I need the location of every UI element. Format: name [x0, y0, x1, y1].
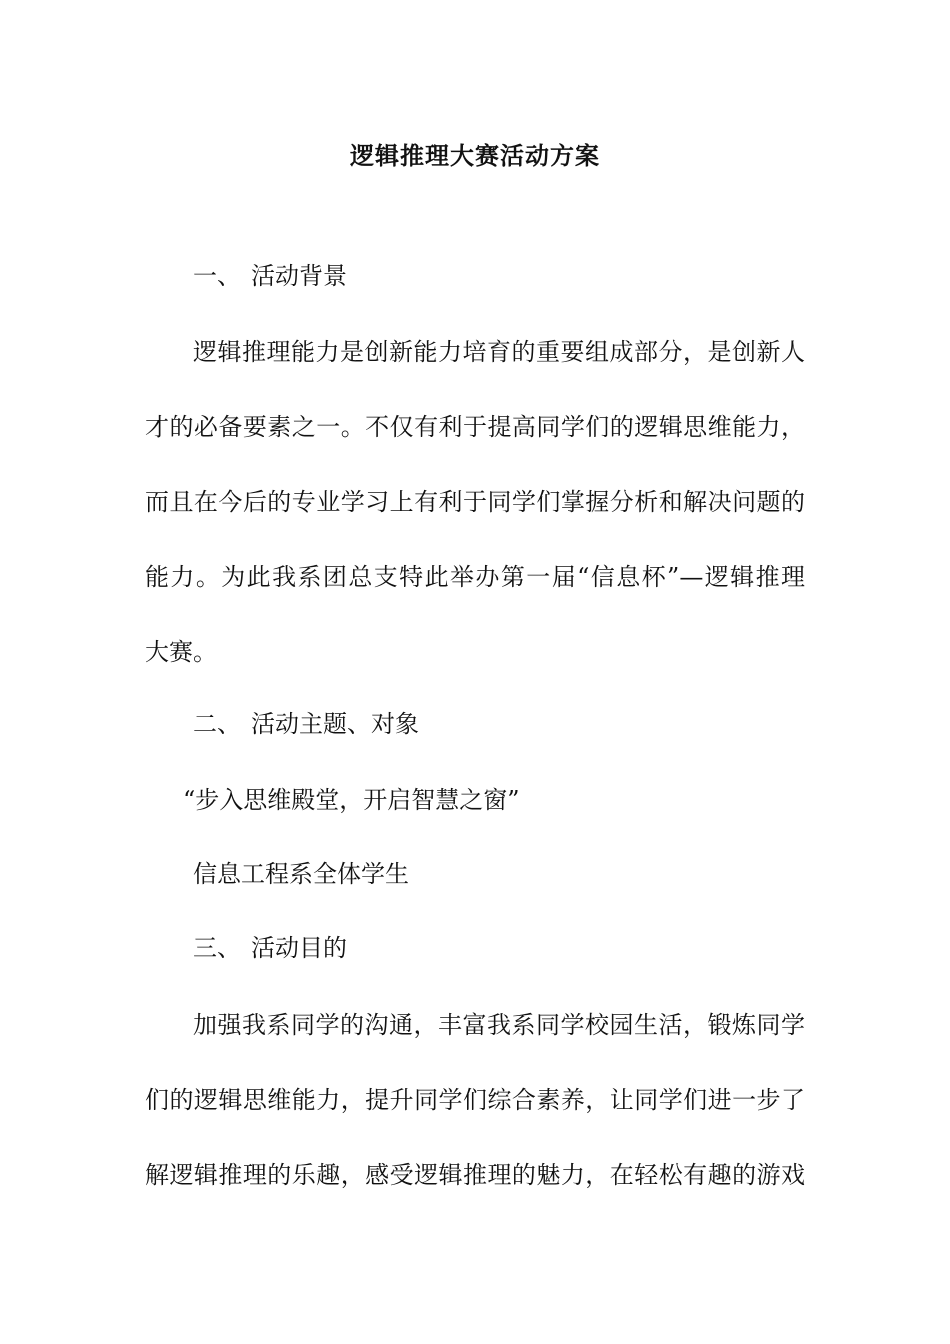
paragraph-line: 能力。为此我系团总支特此举办第一届“信息杯”—逻辑推理 — [145, 563, 805, 591]
paragraph-line: 大赛。 — [145, 638, 217, 666]
document-title: 逻辑推理大赛活动方案 — [350, 141, 600, 170]
paragraph-line: 而且在今后的专业学习上有利于同学们掌握分析和解决问题的 — [145, 488, 805, 516]
paragraph-line: 们的逻辑思维能力，提升同学们综合素养，让同学们进一步了 — [145, 1086, 805, 1114]
section-heading-text: 活动主题、对象 — [251, 710, 419, 738]
section-heading-theme-audience — [193, 708, 419, 740]
activity-theme: “步入思维殿堂，开启智慧之窗” — [183, 786, 520, 814]
paragraph-line: 逻辑推理能力是创新能力培育的重要组成部分，是创新人 — [193, 338, 805, 366]
section-number: 一、 — [193, 262, 241, 290]
section-number: 三、 — [193, 934, 241, 962]
activity-audience: 信息工程系全体学生 — [193, 860, 409, 888]
paragraph-line: 解逻辑推理的乐趣，感受逻辑推理的魅力，在轻松有趣的游戏 — [145, 1161, 805, 1189]
section-heading-purpose — [193, 932, 347, 964]
section-heading-background — [193, 260, 347, 292]
section-number: 二、 — [193, 710, 241, 738]
paragraph-line: 加强我系同学的沟通，丰富我系同学校园生活，锻炼同学 — [193, 1011, 805, 1039]
section-heading-text: 活动目的 — [251, 934, 347, 962]
section-heading-text: 活动背景 — [251, 262, 347, 290]
paragraph-line: 才的必备要素之一。不仅有利于提高同学们的逻辑思维能力， — [145, 413, 805, 441]
